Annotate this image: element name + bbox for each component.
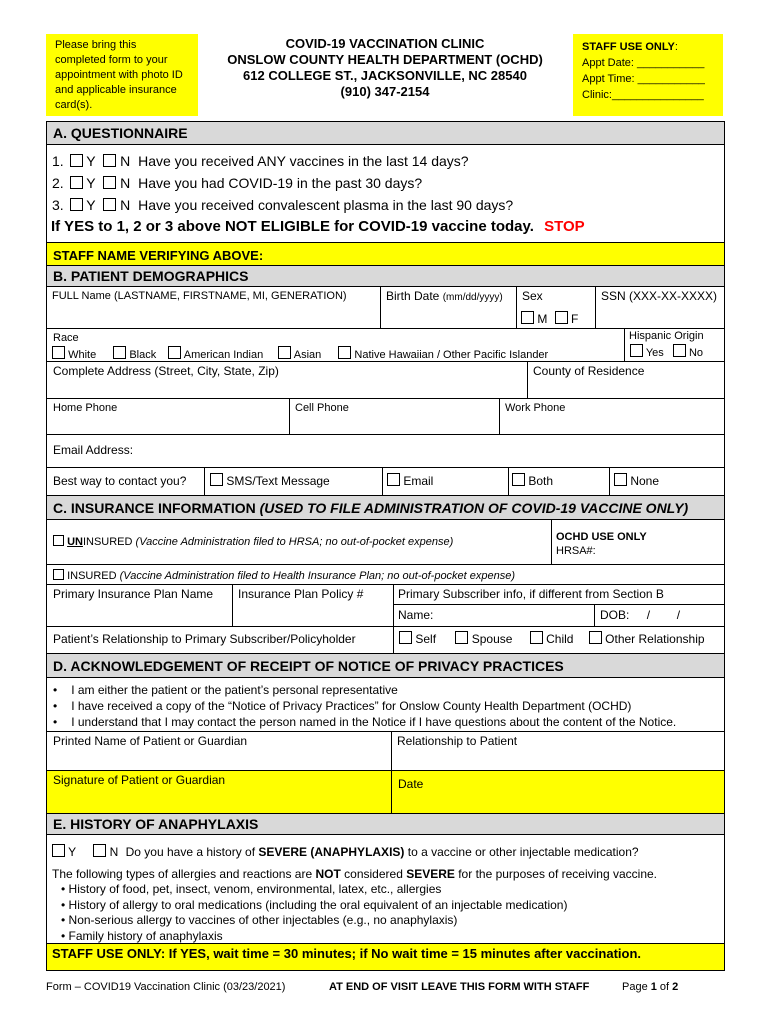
cell-phone-field[interactable]	[295, 402, 349, 414]
policy-field[interactable]	[238, 587, 363, 601]
yes-label: Y	[86, 153, 96, 169]
relationship-label: Patient’s Relationship to Primary Subscriber/Policyholder	[53, 632, 356, 646]
birth-date-field[interactable]	[386, 289, 503, 303]
contact-both-checkbox[interactable]	[512, 473, 525, 486]
uninsured-label: INSURED	[82, 536, 133, 548]
relationship-option-label: Self	[415, 632, 437, 646]
note-line: appointment with photo ID	[55, 69, 183, 81]
no-checkbox[interactable]	[103, 176, 116, 189]
page-current: 1	[650, 981, 657, 993]
contact-both-label: Both	[528, 474, 554, 488]
full-name-field[interactable]	[52, 290, 347, 302]
hispanic-options	[630, 344, 703, 359]
clinic-field[interactable]: Clinic:_______________	[582, 89, 704, 101]
contact-email-option	[387, 473, 433, 488]
yes-checkbox[interactable]	[70, 154, 83, 167]
contact-label: Best way to contact you?	[53, 474, 187, 488]
primary-plan-field[interactable]	[53, 587, 213, 601]
note-line: Please bring this	[55, 39, 137, 51]
no-label: N	[120, 175, 131, 191]
subscriber-name-field[interactable]	[398, 608, 433, 622]
race-option-label: White	[68, 349, 97, 361]
privacy-bullets	[53, 682, 676, 730]
staff-verify-row[interactable]	[47, 242, 724, 265]
home-phone-label: Home Phone	[53, 402, 118, 414]
bullet-icon: •	[61, 897, 66, 912]
no-label: N	[120, 197, 131, 213]
section-c-subtitle: (USED TO FILE ADMINISTRATION OF COVID-19 VACCINE ONLY)	[259, 500, 689, 516]
warning-dot: .	[529, 218, 534, 235]
hispanic-yes-label: Yes	[645, 347, 664, 359]
question-row	[52, 196, 513, 214]
birth-date-format: (mm/dd/yyyy)	[442, 292, 503, 303]
cell-phone-label: Cell Phone	[295, 402, 349, 414]
race-american-indian-checkbox[interactable]	[168, 346, 181, 359]
uninsured-note: (Vaccine Administration filed to HRSA; no out-of-pocket expense)	[135, 536, 454, 548]
question-row	[52, 152, 469, 170]
anaphylaxis-question-suffix: to a vaccine or other injectable medication?	[404, 845, 639, 859]
contact-none-option	[614, 473, 659, 488]
subscriber-dob-field[interactable]	[600, 608, 680, 622]
anaphylaxis-yes-label: Y	[68, 845, 76, 859]
allergy-list	[61, 882, 567, 944]
relationship-child-checkbox[interactable]	[530, 631, 543, 644]
form-id: Form – COVID19 Vaccination Clinic (03/23/2021)	[46, 981, 286, 993]
work-phone-label: Work Phone	[505, 402, 566, 414]
question-number: 2.	[52, 175, 64, 191]
printed-name-field[interactable]	[53, 734, 247, 748]
question-text: Have you had COVID-19 in the past 30 days?	[138, 175, 423, 191]
primary-plan-label: Primary Insurance Plan Name	[53, 587, 214, 601]
allergy-item: Family history of anaphylaxis	[68, 928, 223, 943]
bullet-icon: •	[61, 928, 66, 943]
section-d-header	[47, 653, 724, 678]
anaphylaxis-no-label: N	[109, 845, 119, 859]
bullet-icon: •	[53, 715, 58, 729]
anaphylaxis-question-emphasis: SEVERE (ANAPHYLAXIS)	[258, 845, 405, 859]
hrsa-field[interactable]: HRSA#:	[556, 545, 596, 557]
sex-f-checkbox[interactable]	[555, 311, 568, 324]
date-label: Date	[398, 777, 424, 791]
contact-sms-checkbox[interactable]	[210, 473, 223, 486]
no-label: N	[120, 153, 131, 169]
title-line: ONSLOW COUNTY HEALTH DEPARTMENT (OCHD)	[227, 52, 543, 67]
clinic-title	[198, 36, 572, 100]
uninsured-emphasis: UN	[67, 536, 83, 548]
section-a-title: A. QUESTIONNAIRE	[53, 125, 188, 141]
contact-sms-option	[210, 473, 330, 488]
wait-time-note	[47, 943, 724, 970]
sex-options	[521, 311, 578, 326]
relationship-to-patient-label: Relationship to Patient	[397, 734, 518, 748]
bullet-icon: •	[61, 913, 66, 927]
anaphylaxis-yes-checkbox[interactable]	[52, 844, 65, 857]
contact-both-option	[512, 473, 553, 488]
section-b-title: B. PATIENT DEMOGRAPHICS	[53, 268, 249, 284]
work-phone-field[interactable]	[505, 402, 565, 414]
county-label: County of Residence	[533, 364, 645, 378]
yes-checkbox[interactable]	[70, 198, 83, 211]
contact-sms-label: SMS/Text Message	[226, 474, 330, 488]
section-c-header	[47, 495, 724, 520]
signature-label: Signature of Patient or Guardian	[53, 773, 226, 787]
question-row	[52, 174, 422, 192]
home-phone-field[interactable]	[53, 402, 117, 414]
bullet-icon: •	[53, 699, 58, 713]
allergy-intro	[52, 867, 657, 881]
uninsured-option	[53, 535, 453, 548]
race-black-checkbox[interactable]	[113, 346, 126, 359]
insured-option	[53, 569, 515, 582]
email-label: Email Address:	[53, 443, 134, 457]
staff-use-title: STAFF USE ONLY	[582, 41, 675, 53]
relationship-options	[399, 631, 705, 646]
staff-use-box	[573, 34, 723, 116]
relationship-option-label: Child	[546, 632, 574, 646]
intro-mid: considered	[340, 867, 407, 881]
sex-f-label: F	[571, 312, 579, 326]
section-e-header	[47, 813, 724, 835]
sex-field	[522, 289, 543, 303]
subscriber-name-label: Name:	[398, 608, 434, 622]
allergy-item: History of allergy to oral medications (including the oral equivalent of an injectable medication)	[68, 897, 568, 912]
question-number: 3.	[52, 197, 64, 213]
title-line: 612 COLLEGE ST., JACKSONVILLE, NC 28540	[243, 68, 527, 83]
signature-field[interactable]	[47, 771, 391, 813]
county-field[interactable]	[533, 364, 644, 378]
page-number	[622, 981, 678, 993]
intro-post: for the purposes of receiving vaccine.	[454, 867, 657, 881]
hispanic-no-label: No	[688, 347, 703, 359]
appt-time-field[interactable]: Appt Time: ___________	[582, 73, 705, 85]
date-field[interactable]	[392, 771, 724, 813]
note-line: card(s).	[55, 99, 93, 111]
staff-verify-label: STAFF NAME VERIFYING ABOVE:	[53, 248, 264, 263]
section-c-title: C. INSURANCE INFORMATION	[53, 500, 260, 516]
race-options	[52, 346, 548, 361]
insured-note: (Vaccine Administration filed to Health Insurance Plan; no out-of-pocket expense)	[119, 570, 516, 582]
intro-text: The following types of allergies and reactions are	[52, 867, 316, 881]
ssn-label: SSN (XXX-XX-XXXX)	[601, 289, 718, 303]
note-line: completed form to your	[55, 54, 168, 66]
appt-date-field[interactable]: Appt Date: ___________	[582, 57, 705, 69]
staff-use-colon: :	[674, 41, 678, 53]
wait-time-text: STAFF USE ONLY: If YES, wait time = 30 minutes; if No wait time = 15 minutes after vaccination.	[52, 946, 641, 961]
allergy-item: Non-serious allergy to vaccines of other injectables (e.g., no anaphylaxis)	[68, 913, 458, 927]
yes-label: Y	[86, 197, 96, 213]
race-asian-checkbox[interactable]	[278, 346, 291, 359]
bullet-text: I am either the patient or the patient’s personal representative	[71, 683, 398, 697]
insured-checkbox[interactable]	[53, 569, 64, 580]
intro-severe: SEVERE	[406, 867, 455, 881]
bullet-text: I understand that I may contact the person named in the Notice if I have questions about the content of the Notice.	[71, 715, 677, 729]
hispanic-no-checkbox[interactable]	[673, 344, 686, 357]
relationship-spouse-checkbox[interactable]	[455, 631, 468, 644]
race-label: Race	[53, 332, 79, 344]
no-checkbox[interactable]	[103, 198, 116, 211]
section-a-header	[47, 122, 724, 145]
anaphylaxis-question-text: Do you have a history of	[125, 845, 259, 859]
birth-date-label: Birth Date	[386, 289, 440, 303]
race-option-label: Asian	[293, 349, 322, 361]
relationship-option-label: Other Relationship	[605, 632, 705, 646]
relationship-self-checkbox[interactable]	[399, 631, 412, 644]
full-name-label: FULL Name (LASTNAME, FIRSTNAME, MI, GENERATION)	[52, 290, 347, 302]
race-option-label: American Indian	[183, 349, 264, 361]
contact-none-label: None	[630, 474, 660, 488]
note-line: and applicable insurance	[55, 84, 177, 96]
section-e-title: E. HISTORY OF ANAPHYLAXIS	[53, 816, 259, 832]
contact-none-checkbox[interactable]	[614, 473, 627, 486]
no-checkbox[interactable]	[103, 154, 116, 167]
contact-email-checkbox[interactable]	[387, 473, 400, 486]
bring-form-note	[46, 34, 198, 116]
anaphylaxis-no-checkbox[interactable]	[93, 844, 106, 857]
title-line: COVID-19 VACCINATION CLINIC	[285, 36, 485, 51]
printed-name-label: Printed Name of Patient or Guardian	[53, 734, 248, 748]
section-d-title: D. ACKNOWLEDGEMENT OF RECEIPT OF NOTICE OF PRIVACY PRACTICES	[53, 658, 564, 674]
address-label: Complete Address (Street, City, State, Zip)	[53, 364, 279, 378]
sex-m-checkbox[interactable]	[521, 311, 534, 324]
email-field[interactable]	[53, 443, 133, 457]
bullet-icon: •	[61, 882, 66, 896]
intro-not: NOT	[315, 867, 341, 881]
contact-email-label: Email	[403, 474, 434, 488]
sex-m-label: M	[537, 312, 548, 326]
relationship-other-checkbox[interactable]	[589, 631, 602, 644]
hispanic-yes-checkbox[interactable]	[630, 344, 643, 357]
page-prefix: Page	[622, 981, 651, 993]
page-total: 2	[672, 981, 679, 993]
address-field[interactable]	[53, 364, 279, 378]
policy-label: Insurance Plan Policy #	[238, 587, 364, 601]
race-option-label: Black	[129, 349, 157, 361]
warning-text: If YES to 1, 2 or 3 above NOT ELIGIBLE for COVID-19 vaccine today	[51, 218, 530, 235]
question-text: Have you received ANY vaccines in the last 14 days?	[138, 153, 469, 169]
relationship-to-patient-field[interactable]	[397, 734, 517, 748]
section-b-header	[47, 265, 724, 287]
ochd-use-label: OCHD USE ONLY	[556, 531, 647, 543]
yes-label: Y	[86, 175, 96, 191]
page-of: of	[656, 981, 673, 993]
race-native-hawaiian-checkbox[interactable]	[338, 346, 351, 359]
ochd-use-box	[556, 530, 647, 558]
insured-label: INSURED	[67, 570, 117, 582]
stop-label: STOP	[544, 218, 585, 235]
bullet-icon: •	[53, 683, 58, 697]
eligibility-warning	[51, 217, 585, 237]
allergy-item: History of food, pet, insect, venom, environmental, latex, etc., allergies	[68, 882, 442, 896]
subscriber-info-label: Primary Subscriber info, if different from Section B	[398, 587, 664, 601]
ssn-field[interactable]	[601, 289, 717, 303]
question-number: 1.	[52, 153, 64, 169]
dob-slashes: / /	[646, 608, 681, 622]
bullet-text: I have received a copy of the “Notice of Privacy Practices” for Onslow County Health Department (OCHD)	[71, 699, 632, 713]
hispanic-origin-label: Hispanic Origin	[629, 330, 704, 342]
footer-instruction: AT END OF VISIT LEAVE THIS FORM WITH STAFF	[329, 981, 590, 993]
sex-label: Sex	[522, 289, 543, 303]
anaphylaxis-question	[52, 844, 639, 859]
relationship-option-label: Spouse	[471, 632, 513, 646]
subscriber-dob-label: DOB:	[600, 608, 630, 622]
title-line: (910) 347-2154	[340, 84, 430, 99]
question-text: Have you received convalescent plasma in the last 90 days?	[138, 197, 514, 213]
race-option-label: Native Hawaiian / Other Pacific Islander	[354, 349, 549, 361]
uninsured-checkbox[interactable]	[53, 535, 64, 546]
race-white-checkbox[interactable]	[52, 346, 65, 359]
yes-checkbox[interactable]	[70, 176, 83, 189]
